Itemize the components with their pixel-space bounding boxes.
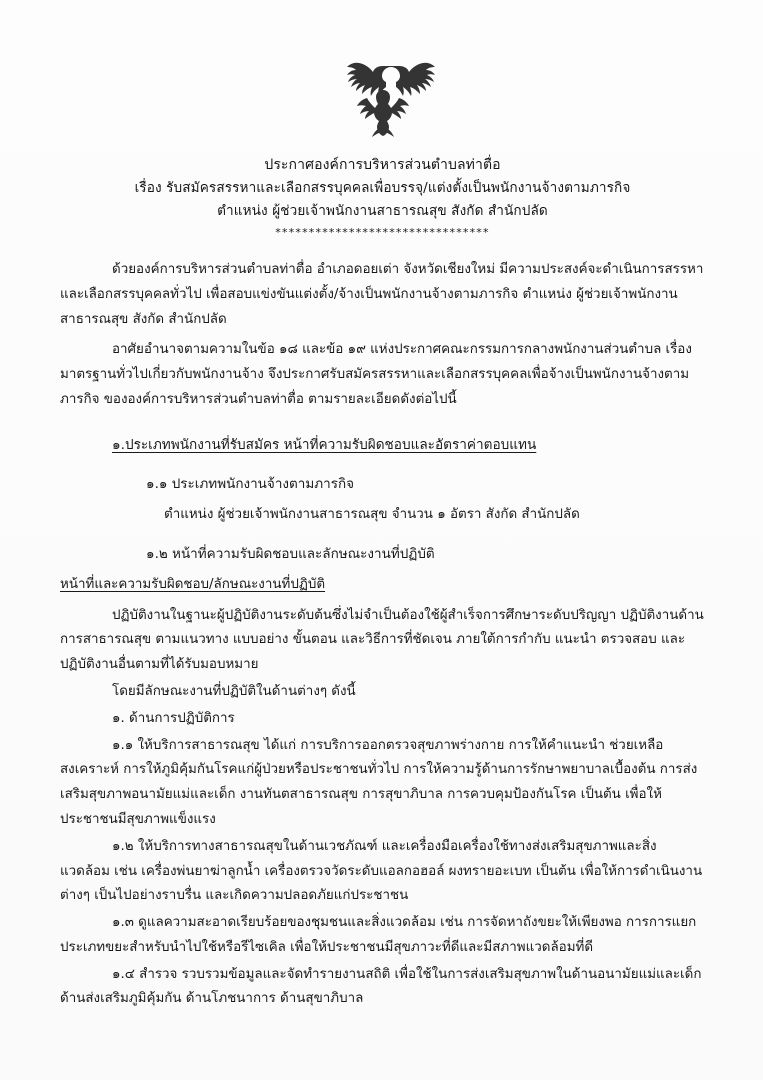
garuda-emblem — [331, 52, 435, 138]
duty-heading: หน้าที่และความรับผิดชอบ/ลักษณะงานที่ปฏิบัติ — [60, 576, 326, 592]
heading-star-divider: ******************************** — [275, 225, 490, 239]
duty-paragraph: ปฏิบัติงานในฐานะผู้ปฏิบัติงานระดับต้นซึ่งไม่จำเป็นต้องใช้ผู้สำเร็จการศึกษาระดับปริญญา ปฏิบัติงานด้านการสาธารณสุข ตามแนวทาง แบบอย่าง ขั้นตอน และวิธีการที่ชัดเจน ภายใต้การกำกับ แนะนำ ตรวจสอบ และปฏิบัติงานอื่นตามที่ได้รับมอบหมาย — [60, 607, 704, 673]
intro-paragraph-1: ด้วยองค์การบริหารส่วนตำบลท่าตื่อ อำเภอดอยเต่า จังหวัดเชียงใหม่ มีความประสงค์จะดำเนินการสรรหาและเลือกสรรบุคคลทั่วไป เพื่อสอบแข่งขันแต่งตั้ง/จ้างเป็นพนักงานจ้างตามภารกิจ ตำแหน่ง ผู้ช่วยเจ้าพนักงานสาธารณสุข สังกัด สำนักปลัด — [60, 262, 704, 327]
section-1-title: ๑.ประเภทพนักงานที่รับสมัคร หน้าที่ความรับผิดชอบและอัตราค่าตอบแทน — [112, 436, 537, 453]
document-body — [60, 0, 705, 1080]
document-content — [60, 258, 705, 1012]
duty-item-1-2: ๑.๒ ให้บริการทางสาธารณสุขในด้านเวชภัณฑ์ และเครื่องมือเครื่องใช้ทางส่งเสริมสุขภาพและสิ่งแวดล้อม เช่น เครื่องพ่นยาฆ่าลูกน้ำ เครื่องตรวจวัดระดับแอลกอฮอล์ ผงทรายอะเบท เป็นต้น เพื่อให้การดำเนินงานต่างๆ เป็นไปอย่างราบรื่น และเกิดความปลอดภัยแก่ประชาชน — [60, 838, 703, 904]
intro-paragraph-2: อาศัยอำนาจตามความในข้อ ๑๘ และข้อ ๑๙ แห่งประกาศคณะกรรมการกลางพนักงานส่วนตำบล เรื่องมาตรฐานทั่วไปเกี่ยวกับพนักงานจ้าง จึงประกาศรับสมัครสรรหาและเลือกสรรบุคคลเพื่อจ้างเป็นพนักงานจ้างตามภารกิจ ขององค์การบริหารส่วนตำบลท่าตื่อ ตามรายละเอียดดังต่อไปนี้ — [60, 342, 692, 408]
heading-line-3: ตำแหน่ง ผู้ช่วยเจ้าพนักงานสาธารณสุข สังกัด สำนักปลัด — [217, 202, 548, 219]
emblem-container — [60, 52, 705, 140]
duty-item-1-1: ๑.๑ ให้บริการสาธารณสุข ได้แก่ การบริการออกตรวจสุขภาพร่างกาย การให้คำแนะนำ ช่วยเหลือสงเคราะห์ การให้ภูมิคุ้มกันโรคแก่ผู้ป่วยหรือประชาชนทั่วไป การให้ความรู้ด้านการรักษาพยาบาลเบื้องต้น การส่งเสริมสุขภาพอนามัยแม่และเด็ก งานทันตสาธารณสุข การสุขาภิบาล การควบคุมป้องกันโรค เป็นต้น เพื่อให้ประชาชนมีสุขภาพแข็งแรง — [60, 737, 698, 827]
duty-group-1-title: ๑. ด้านการปฏิบัติการ — [112, 710, 235, 726]
heading-line-2: เรื่อง รับสมัครสรรหาและเลือกสรรบุคคลเพื่อบรรจุ/แต่งตั้งเป็นพนักงานจ้างตามภารกิจ — [134, 180, 631, 197]
duty-item-1-4: ๑.๔ สำรวจ รวบรวมข้อมูลและจัดทำรายงานสถิติ เพื่อใช้ในการส่งเสริมสุขภาพในด้านอนามัยแม่และเด็ก ด้านส่งเสริมภูมิคุ้มกัน ด้านโภชนาการ ด้านสุขาภิบาล — [60, 966, 702, 1007]
duty-item-1-3: ๑.๓ ดูแลความสะอาดเรียบร้อยของชุมชนและสิ่งแวดล้อม เช่น การจัดหาถังขยะให้เพียงพอ การการแยกประเภทขยะสำหรับนำไปใช้หรือรีไซเคิล เพื่อให้ประชาชนมีสุขภาวะที่ดีและมีสภาพแวดล้อมที่ดี — [60, 915, 697, 955]
section-1-2: ๑.๒ หน้าที่ความรับผิดชอบและลักษณะงานที่ปฏิบัติ — [146, 545, 435, 562]
document-heading — [60, 154, 705, 242]
duty-lead: โดยมีลักษณะงานที่ปฏิบัติในด้านต่างๆ ดังนี้ — [112, 683, 356, 699]
section-1-1-detail: ตำแหน่ง ผู้ช่วยเจ้าพนักงานสาธารณสุข จำนวน ๑ อัตรา สังกัด สำนักปลัด — [164, 506, 580, 522]
section-1-1: ๑.๑ ประเภทพนักงานจ้างตามภารกิจ — [146, 476, 355, 492]
heading-line-1: ประกาศองค์การบริหารส่วนตำบลท่าตื่อ — [264, 157, 501, 173]
